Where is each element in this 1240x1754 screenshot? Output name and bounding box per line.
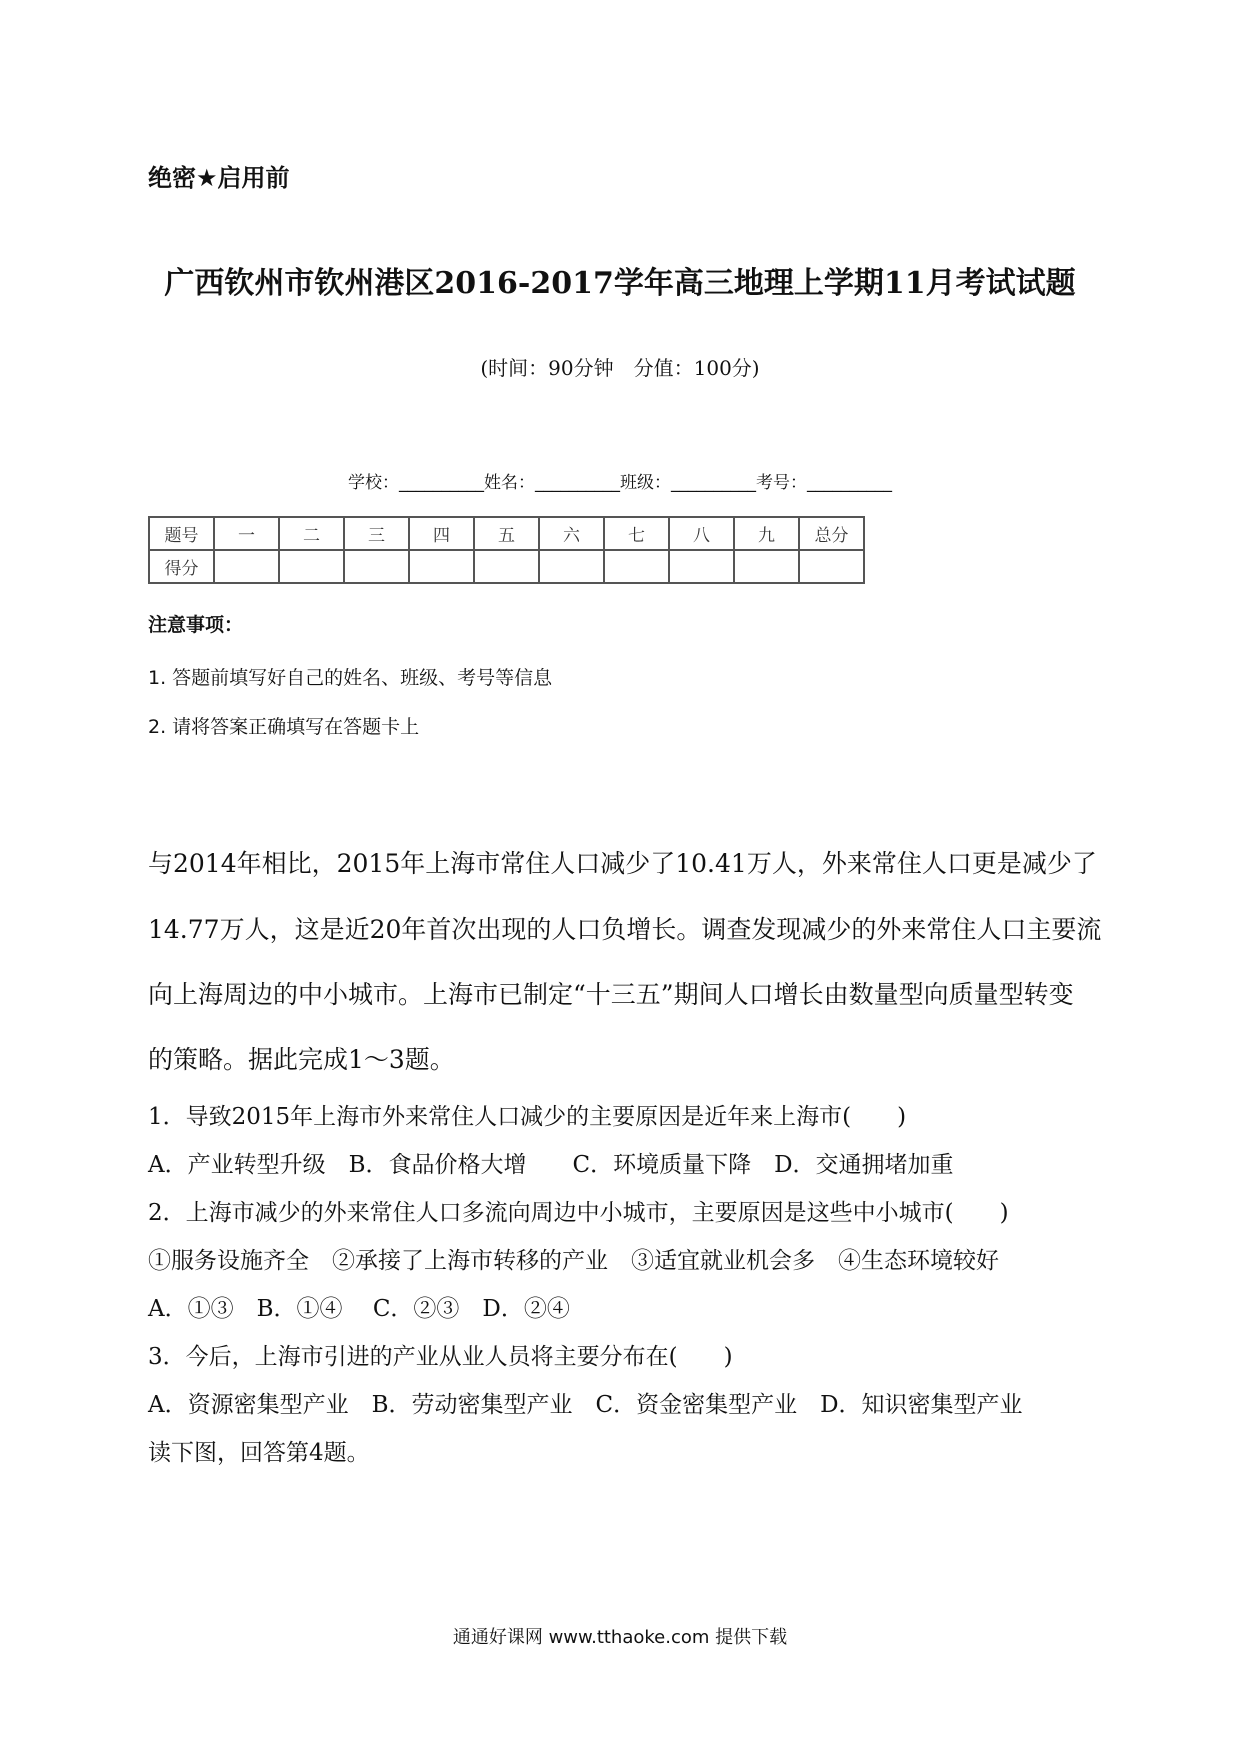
score-table-header-cell: 二 [279,517,344,550]
question-3: 3．今后，上海市引进的产业从业人员将主要分布在( ) [148,1344,733,1370]
score-table-score-row [149,550,864,583]
notice-item: 2. 请将答案正确填写在答题卡上 [148,716,420,738]
secret-label: 绝密★启用前 [148,164,290,192]
score-cell [344,550,409,583]
score-cell [604,550,669,583]
score-table-header-cell: 五 [474,517,539,550]
score-cell [279,550,344,583]
score-table-header-cell: 四 [409,517,474,550]
notice-item: 1. 答题前填写好自己的姓名、班级、考号等信息 [148,667,553,689]
exam-duration: (时间：90分钟 分值：100分) [480,356,760,380]
score-table-header-cell: 题号 [149,517,214,550]
score-table-header-cell: 八 [669,517,734,550]
question-2-statements: ①服务设施齐全 ②承接了上海市转移的产业 ③适宜就业机会多 ④生态环境较好 [148,1248,999,1274]
score-table-header-cell: 总分 [799,517,864,550]
passage-line: 与2014年相比，2015年上海市常住人口减少了10.41万人，外来常住人口更是减少了 [148,849,1097,878]
score-cell [214,550,279,583]
score-cell [669,550,734,583]
score-table-header-cell: 九 [734,517,799,550]
footer-source: 通通好课网 www.tthaoke.com 提供下载 [452,1627,788,1648]
score-cell [474,550,539,583]
passage-line: 向上海周边的中小城市。上海市已制定“十三五”期间人口增长由数量型向质量型转变 [148,980,1074,1009]
figure-instruction: 读下图，回答第4题。 [148,1440,370,1466]
score-table-header-cell: 六 [539,517,604,550]
question-1-options: A．产业转型升级 B．食品价格大增 C．环境质量下降 D．交通拥堵加重 [148,1152,954,1178]
score-table-header-cell: 一 [214,517,279,550]
notice-heading: 注意事项： [148,614,244,636]
student-info-row: 学校：__________姓名：__________班级：__________考号：__________ [348,473,892,493]
score-table-header-cell: 三 [344,517,409,550]
score-cell [799,550,864,583]
question-2: 2．上海市减少的外来常住人口多流向周边中小城市，主要原因是这些中小城市( ) [148,1200,1009,1226]
question-3-options: A．资源密集型产业 B．劳动密集型产业 C．资金密集型产业 D．知识密集型产业 [148,1392,1023,1418]
score-cell [409,550,474,583]
passage-line: 的策略。据此完成1～3题。 [148,1045,455,1074]
score-table-header-row [149,517,864,550]
score-row-label: 得分 [149,550,214,583]
exam-title: 广西钦州市钦州港区2016-2017学年高三地理上学期11月考试试题 [164,266,1076,301]
score-table [148,516,865,584]
score-table-header-cell: 七 [604,517,669,550]
score-cell [734,550,799,583]
score-cell [539,550,604,583]
question-2-options: A．①③ B．①④ C．②③ D．②④ [148,1296,570,1322]
passage-line: 14.77万人，这是近20年首次出现的人口负增长。调查发现减少的外来常住人口主要流 [148,915,1102,944]
question-1: 1．导致2015年上海市外来常住人口减少的主要原因是近年来上海市( ) [148,1104,907,1130]
